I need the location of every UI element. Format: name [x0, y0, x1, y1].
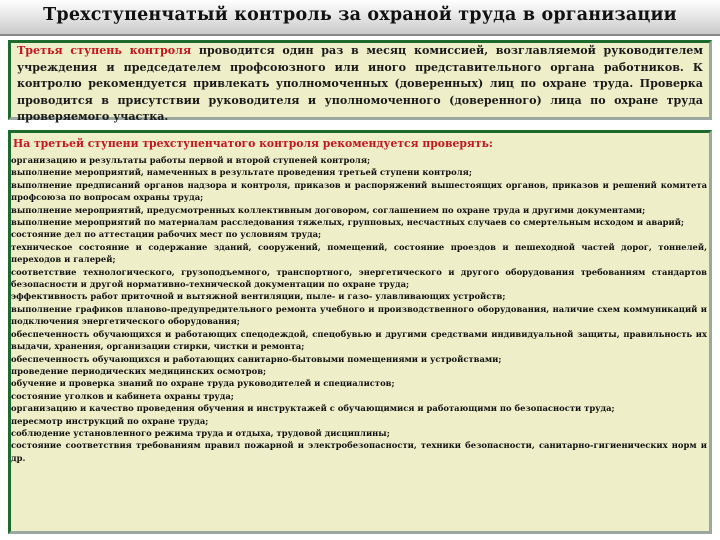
checklist-item: организацию и качество проведения обучения и инструктажей с обучающимися и работающими по безопасности труда; — [11, 403, 615, 414]
checklist-item: выполнение мероприятий, предусмотренных коллективным договором, соглашением по охране труда и другими документами; — [11, 204, 646, 215]
checklist-item: обеспеченность обучающихся и работающих санитарно-бытовыми помещениями и устройствами; — [11, 353, 502, 364]
checklist-item: состояние дел по аттестации рабочих мест по условиям труда; — [11, 229, 322, 240]
third-stage-description — [17, 43, 703, 126]
checklist-item: техническое состояние и содержание зданий, сооружений, помещений, состояние проездов и пешеходной частей дорог, тоннелей, переходов и галерей; — [11, 241, 707, 265]
checklist — [11, 154, 709, 464]
third-stage-lead: Третья ступень контроля — [17, 44, 192, 57]
checklist-item: соблюдение установленного режима труда и отдыха, трудовой дисциплины; — [11, 427, 390, 438]
checklist-item: состояние соответствия требованиям правил пожарной и электробезопасности, техники безопасности, санитарно-гигиенических норм и др. — [11, 440, 707, 463]
title-bar — [0, 0, 720, 36]
page-title: Трехступенчатый контроль за охраной труда в организации — [43, 5, 677, 25]
checklist-item: обеспеченность обучающихся и работающих спецодеждой, спецобувью и другими средствами индивидуальной защиты, правильность их выдачи, хранения, организации стирки, чистки и ремонта; — [11, 328, 707, 352]
third-stage-description-panel — [8, 40, 712, 124]
checklist-item: обучение и проверка знаний по охране труда руководителей и специалистов; — [11, 378, 395, 389]
checklist-item: выполнение мероприятий по материалам расследования тяжелых, групповых, несчастных случаев со смертельным исходом и аварий; — [11, 217, 685, 228]
checklist-item: эффективность работ приточной и вытяжной вентиляции, пыле- и газо- улавливающих устройств; — [11, 291, 506, 302]
checklist-item: соответствие технологического, грузоподъемного, транспортного, энергетического и другого оборудования требованиям стандартов безопасности и другой нормативно-технической документации по охране труда; — [11, 266, 707, 290]
third-stage-text: проводится один раз в месяц комиссией, возглавляемой руководителем учреждения и председателем профсоюзного или иного представительного органа работников. К контролю рекомендуется привлекать уполномоченных (доверенных) лиц по охране труда. Проверка проводится в присутствии руководителя и уполномоченного (доверенного) лица по охране труда проверяемого участка. — [17, 44, 703, 124]
checklist-heading: На третьей ступени трехступенчатого контроля рекомендуется проверять: — [13, 137, 493, 150]
checklist-item: организацию и результаты работы первой и второй ступеней контроля; — [11, 155, 371, 165]
checklist-item: выполнение предписаний органов надзора и контроля, приказов и распоряжений вышестоящих органов, приказов и решений комитета профсоюза по вопросам охраны труда; — [11, 179, 707, 203]
checklist-item: выполнение мероприятий, намеченных в результате проведения третьей ступени контроля; — [11, 167, 472, 178]
checklist-item: состояние уголков и кабинета охраны труда; — [11, 390, 234, 401]
checklist-item: выполнение графиков планово-предупредительного ремонта учебного и производственного оборудования, наличие схем коммуникаций и подключения энергетического оборудования; — [11, 303, 707, 327]
checklist-panel — [8, 130, 712, 534]
checklist-item: пересмотр инструкций по охране труда; — [11, 415, 209, 426]
checklist-item: проведение периодических медицинских осмотров; — [11, 365, 267, 376]
